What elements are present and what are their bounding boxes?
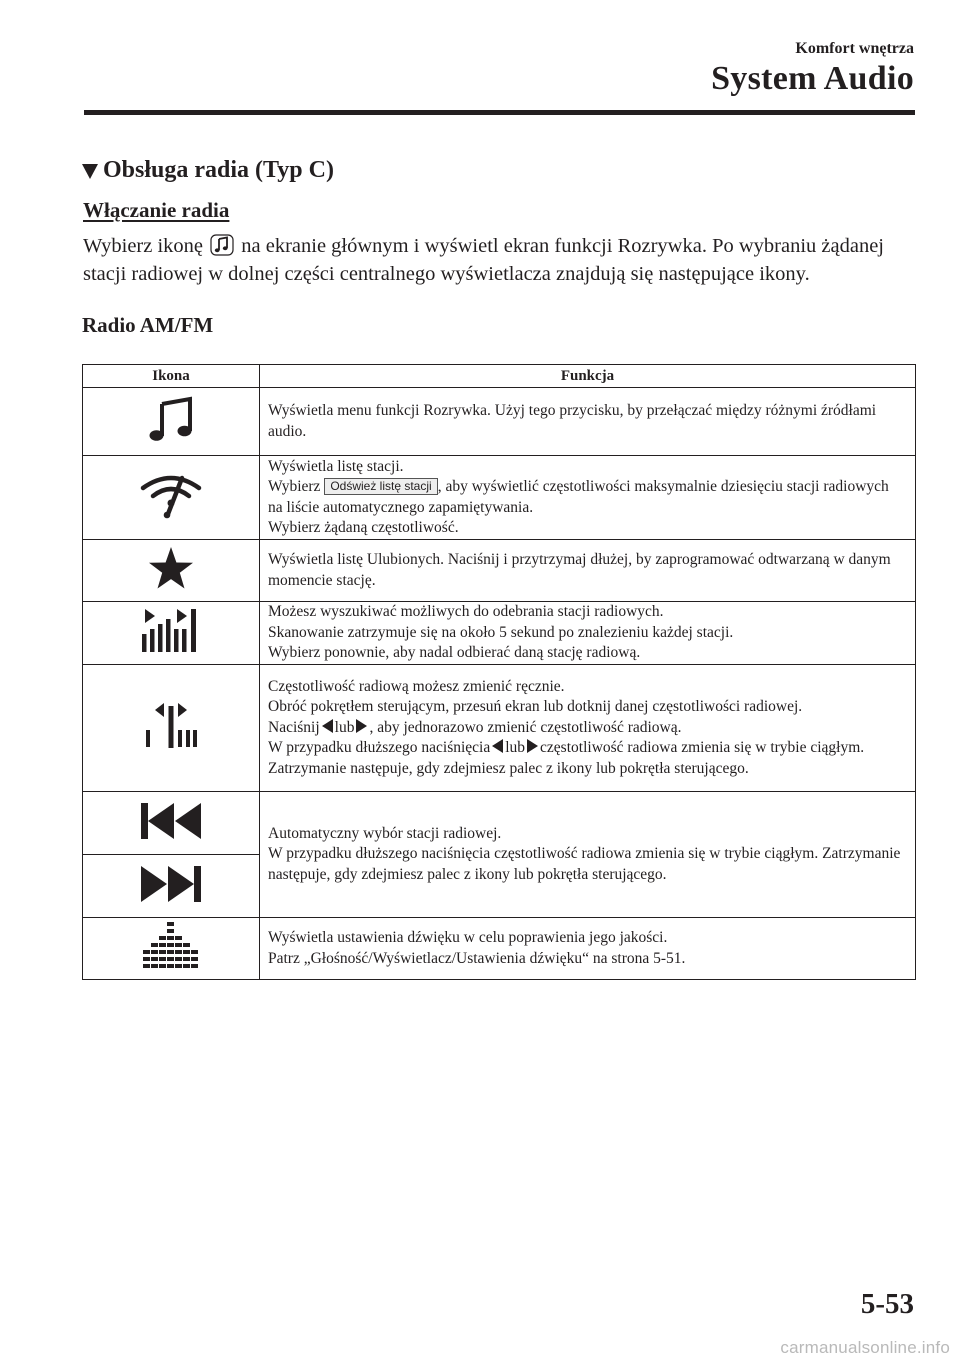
function-text: Patrz „Głośność/Wyświetlacz/Ustawienia dźwięku“ na strona 5-51. (268, 949, 686, 967)
table-row (83, 665, 916, 792)
header-section-title: Komfort wnętrza (795, 40, 914, 57)
function-text: Automatyczny wybór stacji radiowej. (268, 824, 502, 842)
tune-down-arrow-icon (492, 739, 503, 753)
function-text: Wyświetla listę Ulubionych. Naciśnij i przytrzymaj dłużej, by zaprogramować odtwarzaną w danym momencie stację. (268, 551, 891, 589)
function-text: Wyświetla menu funkcji Rozrywka. Użyj tego przycisku, by przełączać między różnymi źródłami audio. (268, 402, 877, 440)
tune-down-arrow-icon (322, 719, 333, 733)
radio-signal-icon (139, 470, 203, 520)
equalizer-icon (143, 921, 199, 971)
intro-text-1: Wybierz ikonę (83, 235, 204, 257)
music-note-icon (210, 234, 234, 256)
function-text: Wybierz (268, 478, 325, 495)
seek-forward-icon (140, 864, 202, 904)
function-text: , aby wyświetlić częstotliwości maksymalnie dziesięciu stacji radiowych na liście automatycznego zapamiętywania. (268, 478, 889, 516)
function-text: częstotliwość radiowa zmienia się w trybie ciągłym. Zatrzymanie następuje, gdy zdejmiesz palec z ikony lub pokrętła sterującego. (268, 739, 865, 777)
watermark: carmanualsonline.info (780, 1338, 950, 1357)
header-chapter-title: System Audio (711, 60, 914, 97)
table-row (83, 388, 916, 456)
function-text: Wybierz żądaną częstotliwość. (268, 519, 459, 536)
table-row (83, 540, 916, 602)
table-header-row (83, 365, 916, 388)
function-text: Możesz wyszukiwać możliwych do odebrania stacji radiowych. (268, 603, 664, 621)
function-text: W przypadku dłuższego naciśnięcia częstotliwość radiowa zmienia się w trybie ciągłym. Zatrzymanie następuje, gdy zdejmiesz palec z ikony lub pokrętła sterującego. (268, 845, 901, 883)
function-text: lub (505, 739, 526, 757)
tune-up-arrow-icon (527, 739, 538, 753)
band-title: Radio AM/FM (82, 313, 214, 337)
column-header-function: Funkcja (260, 365, 916, 388)
page-number: 5-53 (860, 1288, 914, 1320)
subheading: Włączanie radia (83, 198, 230, 222)
function-text: Naciśnij (268, 718, 320, 736)
table-row (83, 602, 916, 665)
function-text: Wyświetla ustawienia dźwięku w celu poprawienia jego jakości. (268, 929, 668, 946)
section-title-text: Obsługa radia (Typ C) (103, 157, 334, 183)
triangle-bullet-icon (82, 164, 98, 179)
function-text: W przypadku dłuższego naciśnięcia (268, 739, 491, 757)
table-row (83, 456, 916, 540)
function-text: Wybierz ponownie, aby nadal odbierać daną stację radiową. (268, 644, 641, 662)
section-title (82, 157, 334, 184)
refresh-station-list-button: Odśwież listę stacji (324, 478, 437, 495)
star-icon (148, 546, 194, 590)
header-rule (84, 110, 915, 115)
function-text: Wyświetla listę stacji. (268, 457, 404, 475)
function-text: lub (334, 718, 355, 736)
scan-icon (141, 608, 201, 654)
seek-back-icon (140, 801, 202, 841)
tune-up-arrow-icon (356, 719, 367, 733)
function-text: Częstotliwość radiową możesz zmienić ręcznie. (268, 677, 565, 695)
function-text: Skanowanie zatrzymuje się na około 5 sekund po znalezieniu każdej stacji. (268, 623, 734, 641)
function-text: , aby jednorazowo zmienić częstotliwość radiową. (369, 718, 682, 736)
column-header-icon: Ikona (83, 365, 260, 388)
intro-text-2: na ekranie głównym i wyświetl ekran funkcji Rozrywka. Po wybraniu żądanej stacji radiowej w dolnej części centralnego wyświetlacza znajdują się następujące ikony. (83, 235, 884, 285)
intro-paragraph (83, 232, 923, 288)
music-note-icon (146, 396, 196, 442)
icon-function-table (82, 364, 916, 980)
function-text: Obróć pokrętłem sterującym, przesuń ekran lub dotknij danej częstotliwości radiowej. (268, 698, 803, 716)
table-row (83, 918, 916, 980)
manual-tune-icon (145, 702, 197, 750)
table-row (83, 792, 916, 855)
